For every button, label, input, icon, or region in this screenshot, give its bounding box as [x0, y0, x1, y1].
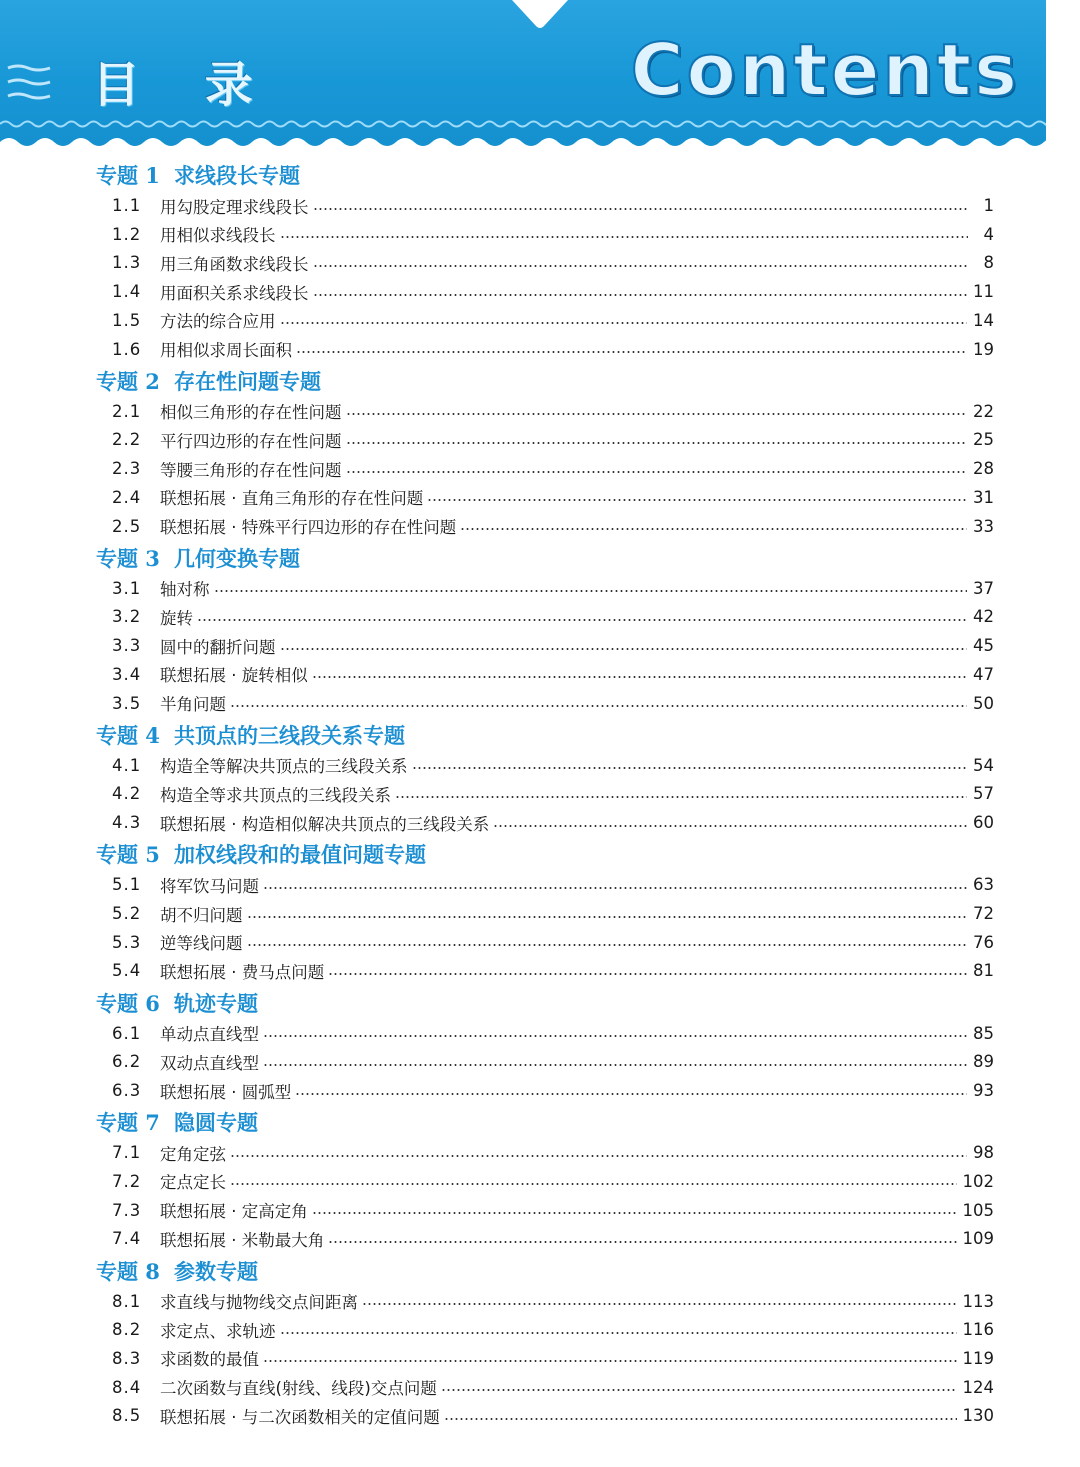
toc-entry[interactable] — [112, 428, 994, 452]
entry-title: 用三角函数求线段长 — [160, 254, 309, 274]
entry-page: 14 — [973, 310, 994, 330]
entry-title: 轴对称 — [160, 580, 210, 600]
topic-label: 专题 6 — [96, 990, 160, 1016]
entry-page: 98 — [973, 1143, 994, 1163]
toc-entry[interactable] — [112, 634, 994, 658]
entry-title: 胡不归问题 — [160, 905, 243, 925]
entry-number: 8.1 — [112, 1291, 142, 1311]
entry-title: 联想拓展 · 构造相似解决共顶点的三线段关系 — [160, 814, 490, 834]
entry-page: 25 — [973, 430, 994, 450]
entry-number: 3.1 — [112, 578, 142, 598]
topic-label: 专题 7 — [96, 1110, 160, 1136]
entry-title: 求直线与抛物线交点间距离 — [160, 1293, 358, 1312]
entry-page: 60 — [973, 813, 994, 833]
dot-leader — [263, 1360, 957, 1362]
topic-title: 共顶点的三线段关系专题 — [174, 722, 405, 748]
entry-title: 定角定弦 — [160, 1144, 226, 1164]
topic-heading[interactable] — [96, 543, 300, 573]
toc-entry[interactable] — [112, 514, 994, 538]
entry-title: 方法的综合应用 — [160, 312, 276, 332]
dot-leader — [427, 499, 967, 501]
entry-title: 双动点直线型 — [160, 1053, 259, 1073]
entry-page: 50 — [973, 693, 994, 713]
dot-leader — [312, 1212, 957, 1214]
dot-leader — [441, 1389, 957, 1391]
decorative-lines-icon — [6, 62, 54, 104]
entry-number: 1.6 — [112, 339, 142, 359]
header-banner — [0, 0, 1046, 150]
entry-page: 54 — [973, 755, 994, 775]
dot-leader — [230, 705, 967, 707]
entry-page: 85 — [973, 1023, 994, 1043]
entry-page: 89 — [973, 1052, 994, 1072]
toc-entry[interactable] — [112, 1227, 994, 1251]
entry-title: 逆等线问题 — [160, 934, 243, 954]
toc-entry[interactable] — [112, 1289, 994, 1313]
entry-number: 2.5 — [112, 516, 142, 536]
entry-page: 81 — [973, 961, 994, 981]
toc-entry[interactable] — [112, 691, 994, 715]
entry-page: 113 — [962, 1291, 994, 1311]
entry-title: 联想拓展 · 与二次函数相关的定值问题 — [160, 1407, 440, 1427]
entry-title: 求函数的最值 — [160, 1350, 259, 1370]
topic-title: 存在性问题专题 — [174, 368, 321, 394]
entry-title: 联想拓展 · 特殊平行四边形的存在性问题 — [160, 518, 457, 537]
entry-page: 4 — [983, 224, 994, 244]
toc-entry[interactable] — [112, 485, 994, 509]
toc-entry[interactable] — [112, 1346, 994, 1370]
entry-number: 3.5 — [112, 693, 142, 713]
entry-number: 8.2 — [112, 1320, 142, 1340]
toc-entry[interactable] — [112, 308, 994, 332]
topic-title: 轨迹专题 — [174, 990, 258, 1016]
dot-leader — [312, 676, 967, 678]
entry-title: 联想拓展 · 米勒最大角 — [160, 1230, 325, 1250]
entry-page: 33 — [973, 516, 994, 536]
toc-entry[interactable] — [112, 1404, 994, 1428]
topic-label: 专题 4 — [96, 722, 160, 748]
dot-leader — [313, 294, 968, 296]
entry-number: 5.3 — [112, 932, 142, 952]
banner-notch-shape — [512, 0, 568, 30]
entry-title: 联想拓展 · 圆弧型 — [160, 1082, 292, 1102]
entry-number: 7.1 — [112, 1143, 142, 1163]
entry-page: 116 — [962, 1320, 994, 1340]
entry-page: 102 — [962, 1171, 994, 1191]
entry-title: 等腰三角形的存在性问题 — [160, 460, 342, 480]
dot-leader — [412, 767, 968, 769]
topic-heading[interactable] — [96, 1256, 258, 1286]
toc-entry[interactable] — [112, 605, 994, 629]
entry-number: 7.4 — [112, 1229, 142, 1249]
dot-leader — [280, 1332, 957, 1334]
entry-number: 2.1 — [112, 401, 142, 421]
entry-number: 1.5 — [112, 310, 142, 330]
entry-page: 8 — [983, 253, 994, 273]
toc-entry[interactable] — [112, 662, 994, 686]
toc-entry[interactable] — [112, 194, 994, 218]
toc-entry[interactable] — [112, 222, 994, 246]
topic-label: 专题 1 — [96, 163, 160, 188]
entry-page: 72 — [973, 904, 994, 923]
entry-number: 1.3 — [112, 253, 142, 273]
dot-leader — [214, 590, 968, 592]
entry-page: 19 — [973, 339, 994, 359]
toc-entry[interactable] — [112, 873, 994, 897]
dot-leader — [313, 265, 969, 267]
topic-label: 专题 8 — [96, 1258, 160, 1284]
dot-leader — [313, 208, 969, 210]
topic-title: 求线段长专题 — [174, 163, 300, 188]
entry-number: 6.2 — [112, 1052, 142, 1072]
entry-number: 3.4 — [112, 664, 142, 684]
dot-leader — [280, 322, 968, 324]
dot-leader — [280, 236, 969, 238]
dot-leader — [346, 471, 968, 473]
entry-page: 45 — [973, 636, 994, 656]
entry-page: 109 — [962, 1229, 994, 1249]
entry-number: 6.1 — [112, 1023, 142, 1043]
entry-title: 二次函数与直线(射线、线段)交点问题 — [160, 1379, 437, 1399]
entry-title: 单动点直线型 — [160, 1025, 259, 1045]
topic-heading[interactable] — [96, 160, 300, 190]
entry-page: 76 — [973, 932, 994, 952]
topic-label: 专题 3 — [96, 545, 160, 571]
topic-heading[interactable] — [96, 720, 405, 750]
toc-entry[interactable] — [112, 399, 994, 423]
toc-entry[interactable] — [112, 753, 994, 777]
entry-number: 2.2 — [112, 430, 142, 450]
entry-title: 圆中的翻折问题 — [160, 637, 276, 657]
entry-number: 7.3 — [112, 1200, 142, 1220]
toc-entry[interactable] — [112, 576, 994, 600]
entry-number: 1.1 — [112, 196, 142, 215]
dot-leader — [395, 796, 967, 798]
dot-leader — [444, 1418, 957, 1420]
entry-page: 93 — [973, 1081, 994, 1100]
toc-entry[interactable] — [112, 337, 994, 361]
entry-title: 半角问题 — [160, 695, 226, 714]
entry-number: 8.5 — [112, 1406, 142, 1426]
topic-label: 专题 5 — [96, 842, 160, 868]
entry-number: 4.2 — [112, 784, 142, 804]
entry-page: 37 — [973, 578, 994, 598]
toc-entry[interactable] — [112, 1021, 994, 1045]
entry-page: 28 — [973, 459, 994, 479]
entry-page: 130 — [962, 1406, 994, 1426]
entry-page: 63 — [973, 875, 994, 895]
toc-entry[interactable] — [112, 1050, 994, 1074]
entry-page: 11 — [973, 282, 994, 302]
dot-leader — [197, 619, 967, 621]
topic-title: 隐圆专题 — [174, 1110, 258, 1136]
entry-number: 3.2 — [112, 607, 142, 627]
entry-number: 5.4 — [112, 961, 142, 981]
topic-title: 几何变换专题 — [174, 545, 300, 571]
entry-title: 联想拓展 · 直角三角形的存在性问题 — [160, 489, 424, 509]
entry-title: 将军饮马问题 — [160, 876, 259, 896]
entry-number: 4.1 — [112, 755, 142, 775]
entry-title: 求定点、求轨迹 — [160, 1321, 276, 1341]
entry-page: 57 — [973, 784, 994, 804]
topic-heading[interactable] — [96, 1107, 258, 1137]
entry-page: 42 — [973, 607, 994, 627]
entry-page: 47 — [973, 664, 994, 684]
entry-number: 2.3 — [112, 459, 142, 479]
entry-number: 8.4 — [112, 1377, 142, 1397]
toc-entry[interactable] — [112, 930, 994, 954]
toc-entry[interactable] — [112, 1318, 994, 1342]
dot-leader — [263, 1064, 967, 1066]
entry-title: 定点定长 — [160, 1173, 226, 1193]
dot-leader — [296, 351, 967, 353]
topic-label: 专题 2 — [96, 368, 160, 394]
entry-title: 构造全等求共顶点的三线段关系 — [160, 785, 391, 805]
entry-title: 联想拓展 · 旋转相似 — [160, 666, 308, 686]
topic-heading[interactable] — [96, 839, 426, 869]
dot-leader — [247, 944, 968, 946]
toc-entry[interactable] — [112, 1169, 994, 1193]
dot-leader — [493, 825, 967, 827]
toc-entry[interactable] — [112, 959, 994, 983]
entry-page: 124 — [962, 1377, 994, 1397]
entry-number: 7.2 — [112, 1171, 142, 1191]
toc-entry[interactable] — [112, 811, 994, 835]
dot-leader — [230, 1183, 957, 1185]
toc-entry[interactable] — [112, 280, 994, 304]
topic-title: 加权线段和的最值问题专题 — [174, 842, 426, 868]
dot-leader — [280, 648, 968, 650]
toc-entry[interactable] — [112, 782, 994, 806]
entry-number: 5.1 — [112, 875, 142, 895]
dot-leader — [295, 1093, 967, 1095]
topic-heading[interactable] — [96, 366, 321, 396]
toc-entry[interactable] — [112, 251, 994, 275]
entry-number: 1.4 — [112, 282, 142, 302]
toc-entry[interactable] — [112, 1141, 994, 1165]
topic-heading[interactable] — [96, 988, 258, 1018]
entry-page: 119 — [962, 1348, 994, 1368]
dot-leader — [247, 916, 968, 918]
entry-title: 用面积关系求线段长 — [160, 283, 309, 303]
entry-title: 平行四边形的存在性问题 — [160, 431, 342, 451]
entry-title: 用相似求周长面积 — [160, 341, 292, 360]
entry-number: 1.2 — [112, 224, 142, 244]
topic-title: 参数专题 — [174, 1258, 258, 1284]
dot-leader — [328, 1241, 956, 1243]
entry-page: 1 — [983, 196, 994, 215]
contents-title: Contents — [630, 28, 1020, 112]
wave-border — [0, 110, 1046, 150]
dot-leader — [362, 1303, 957, 1305]
toc-entry[interactable] — [112, 1375, 994, 1399]
entry-number: 3.3 — [112, 636, 142, 656]
dot-leader — [346, 442, 968, 444]
dot-leader — [328, 973, 967, 975]
entry-number: 2.4 — [112, 487, 142, 507]
entry-title: 联想拓展 · 定高定角 — [160, 1202, 308, 1222]
page-title: 目 录 — [92, 57, 277, 113]
entry-title: 联想拓展 · 费马点问题 — [160, 962, 325, 982]
dot-leader — [263, 1035, 967, 1037]
toc-entry[interactable] — [112, 457, 994, 481]
entry-page: 31 — [973, 487, 994, 507]
entry-number: 4.3 — [112, 813, 142, 833]
entry-number: 5.2 — [112, 904, 142, 923]
entry-title: 用勾股定理求线段长 — [160, 197, 309, 217]
entry-title: 旋转 — [160, 608, 193, 628]
entry-number: 6.3 — [112, 1081, 142, 1100]
entry-title: 相似三角形的存在性问题 — [160, 403, 342, 423]
entry-number: 8.3 — [112, 1348, 142, 1368]
toc-entry[interactable] — [112, 1079, 994, 1103]
dot-leader — [460, 528, 967, 530]
dot-leader — [263, 887, 967, 889]
entry-page: 22 — [973, 401, 994, 421]
dot-leader — [346, 413, 968, 415]
toc-entry[interactable] — [112, 1198, 994, 1222]
entry-title: 用相似求线段长 — [160, 226, 276, 246]
entry-page: 105 — [962, 1200, 994, 1220]
dot-leader — [230, 1155, 967, 1157]
toc-entry[interactable] — [112, 902, 994, 926]
entry-title: 构造全等解决共顶点的三线段关系 — [160, 757, 408, 777]
